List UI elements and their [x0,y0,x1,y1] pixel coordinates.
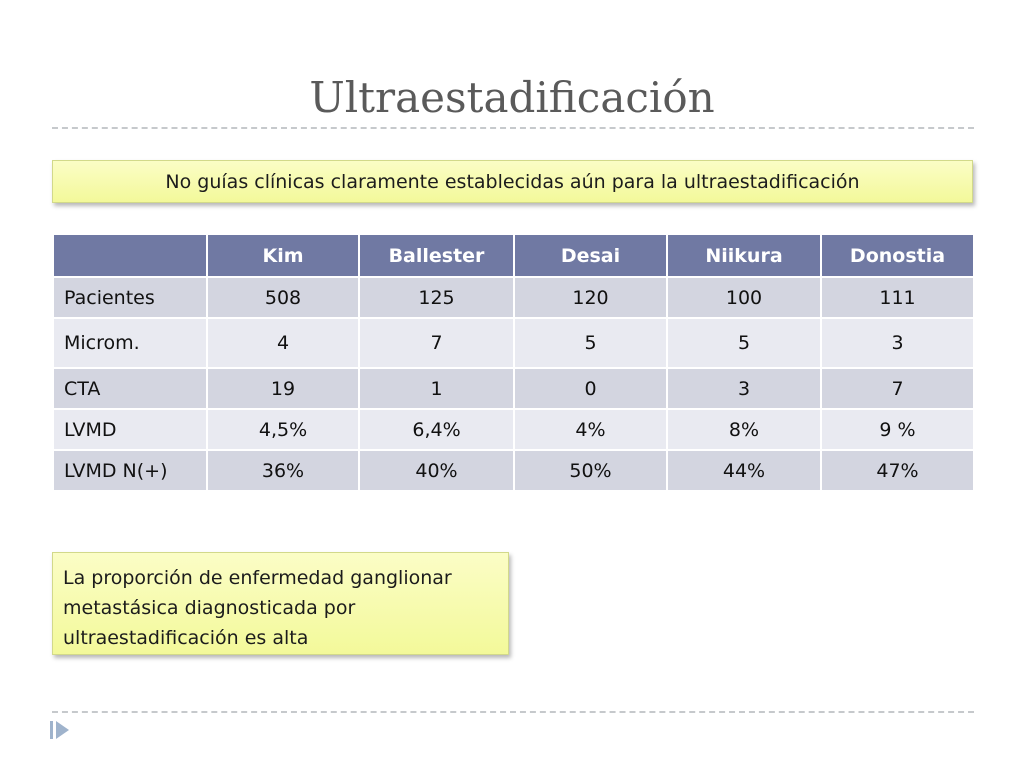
row-label: LVMD N(+) [53,450,207,491]
bottom-callout: La proporción de enfermedad ganglionar metastásica diagnosticada por ultraestadificación es alta [52,552,509,655]
row-label: CTA [53,368,207,409]
table-cell: 7 [359,318,514,368]
table-cell: 4 [207,318,359,368]
table-cell: 3 [821,318,974,368]
table-row [53,277,974,318]
table-cell: 111 [821,277,974,318]
comparison-table [52,233,975,492]
row-label: Microm. [53,318,207,368]
table-header-cell: Ballester [359,234,514,277]
table-cell: 47% [821,450,974,491]
table-cell: 9 % [821,409,974,450]
table-cell: 44% [667,450,821,491]
table-cell: 120 [514,277,667,318]
table-cell: 5 [514,318,667,368]
table-cell: 8% [667,409,821,450]
table-row [53,368,974,409]
bottom-divider [52,711,974,713]
table-header-corner [53,234,207,277]
row-label: LVMD [53,409,207,450]
table-header-cell: Niikura [667,234,821,277]
table-row [53,318,974,368]
row-label: Pacientes [53,277,207,318]
table-cell: 508 [207,277,359,318]
table-cell: 36% [207,450,359,491]
table-cell: 3 [667,368,821,409]
table-cell: 0 [514,368,667,409]
table-cell: 4% [514,409,667,450]
table-cell: 4,5% [207,409,359,450]
table-cell: 40% [359,450,514,491]
table-header-cell: Donostia [821,234,974,277]
table-cell: 6,4% [359,409,514,450]
top-divider [52,127,974,129]
table-row [53,450,974,491]
table-cell: 19 [207,368,359,409]
table-cell: 100 [667,277,821,318]
table-row [53,409,974,450]
table-cell: 50% [514,450,667,491]
slide-nav-arrow-icon [49,718,71,742]
table-header-row [53,234,974,277]
table-cell: 125 [359,277,514,318]
table-cell: 1 [359,368,514,409]
table-cell: 7 [821,368,974,409]
table-header-cell: Kim [207,234,359,277]
slide-title: Ultraestadificación [309,73,715,122]
top-callout: No guías clínicas claramente establecidas aún para la ultraestadificación [52,160,973,203]
table-header-cell: Desai [514,234,667,277]
table-cell: 5 [667,318,821,368]
